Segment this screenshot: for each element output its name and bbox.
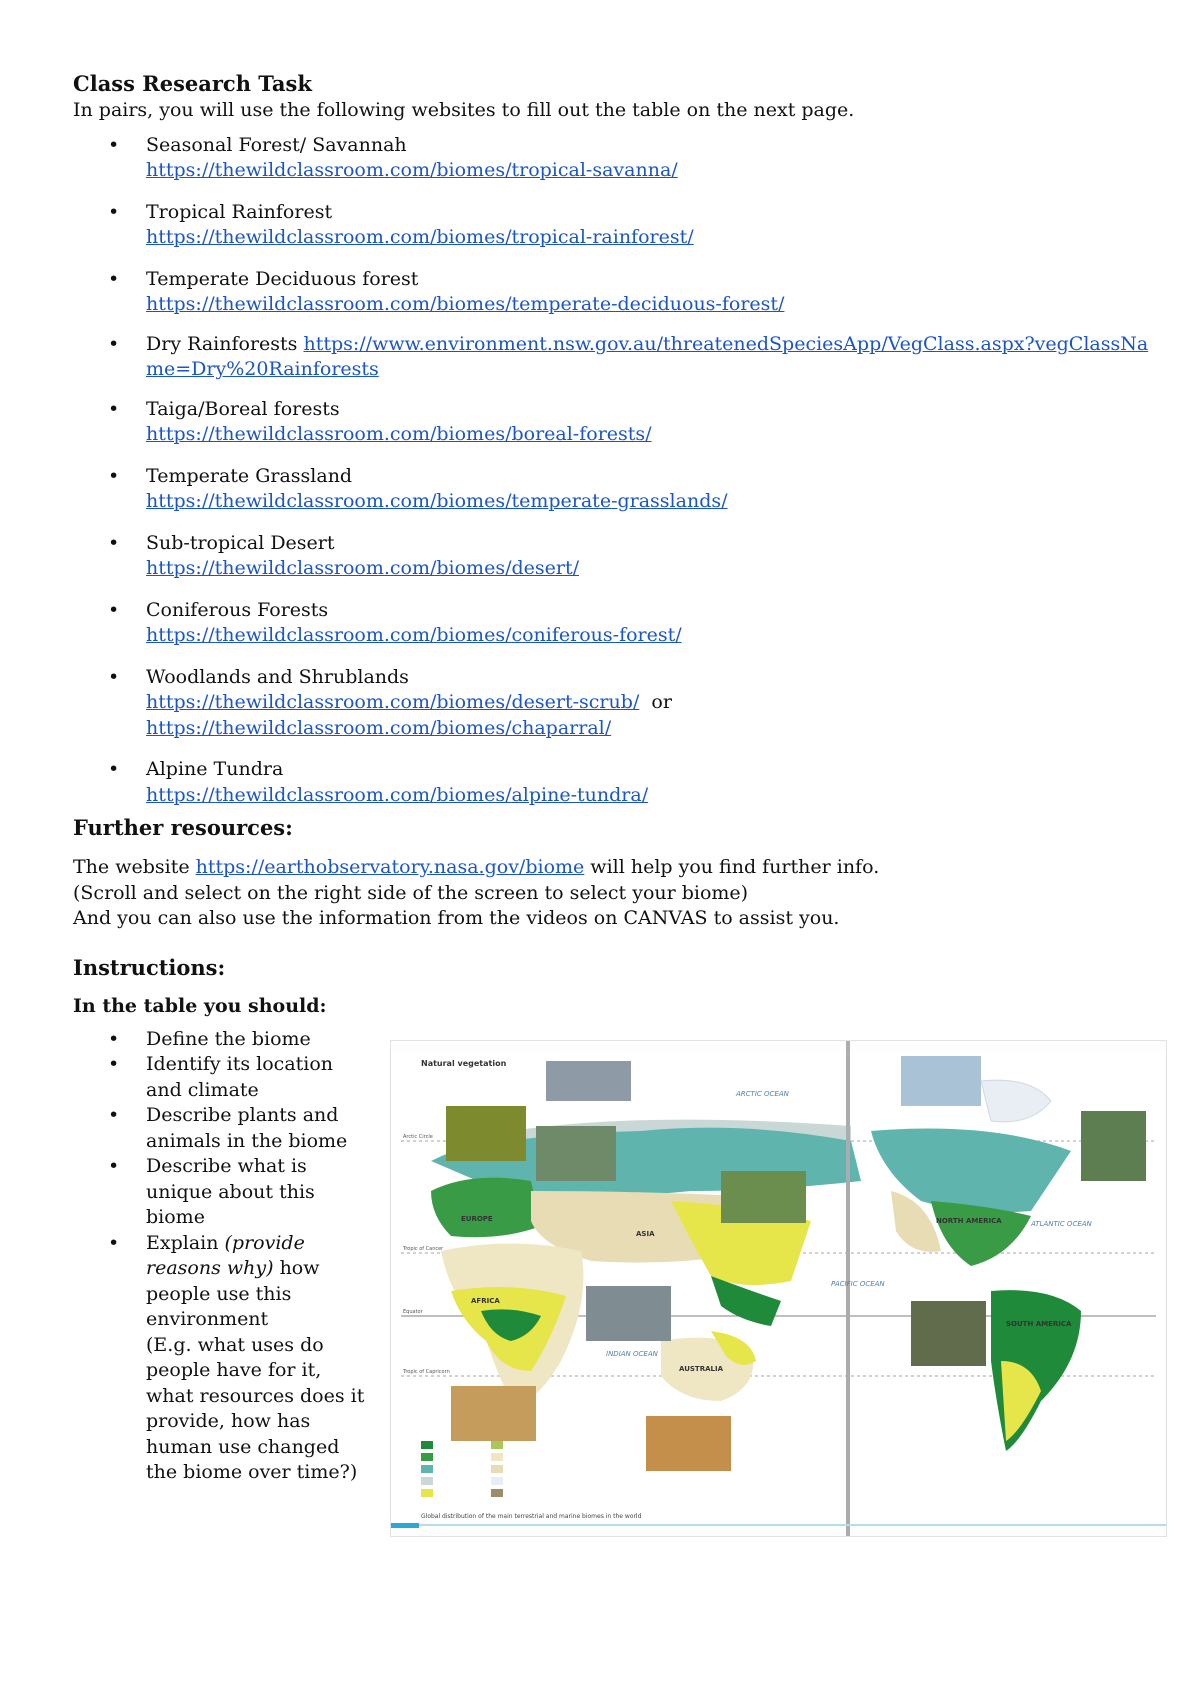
biome-link[interactable]: https://thewildclassroom.com/biomes/chaparral/ [146, 716, 612, 739]
instruction-item: • Describe what is unique about this biome [73, 1154, 373, 1231]
label-asia: ASIA [636, 1230, 655, 1238]
list-item [73, 598, 1153, 649]
explain-italic: (provide reasons why) [146, 1231, 305, 1279]
biome-name: Seasonal Forest/ Savannah [146, 133, 407, 156]
canvas-hint: And you can also use the information from the videos on CANVAS to assist you. [73, 907, 840, 929]
list-item [73, 531, 1153, 582]
further-resources-heading: Further resources: [73, 815, 293, 840]
instructions-block [73, 993, 373, 1486]
research-intro: In pairs, you will use the following websites to fill out the table on the next page. [73, 99, 855, 121]
list-item [73, 665, 1153, 742]
map-title: Natural vegetation [421, 1059, 507, 1068]
biome-name: Tropical Rainforest [146, 200, 333, 223]
further-resources-text [73, 855, 1153, 932]
instruction-item: • Define the biome [73, 1027, 373, 1053]
list-item [73, 267, 1153, 318]
biome-link[interactable]: https://thewildclassroom.com/biomes/coniferous-forest/ [146, 624, 682, 646]
label-africa: AFRICA [471, 1297, 500, 1305]
instruction-item: • Identify its location and climate [73, 1052, 373, 1103]
biome-name: Woodlands and Shrublands [146, 665, 409, 688]
instruction-item [73, 1231, 373, 1486]
research-task-heading: Class Research Task [73, 71, 312, 96]
biome-link[interactable]: https://thewildclassroom.com/biomes/alpine-tundra/ [146, 783, 649, 806]
further-text-suffix: will help you find further info. [584, 856, 880, 878]
instruction-list [73, 1027, 373, 1486]
label-indian-ocean: INDIAN OCEAN [606, 1350, 658, 1358]
label-pacific-ocean: PACIFIC OCEAN [831, 1280, 885, 1288]
biome-name: Temperate Deciduous forest [146, 267, 419, 290]
or-text: or [651, 691, 672, 713]
label-tropic-cancer: Tropic of Cancer [403, 1246, 444, 1252]
scroll-hint: (Scroll and select on the right side of the screen to select your biome) [73, 881, 749, 904]
biome-link[interactable]: https://thewildclassroom.com/biomes/tropical-savanna/ [146, 159, 678, 181]
instructions-heading: Instructions: [73, 954, 226, 980]
biome-link[interactable]: https://www.environment.nsw.gov.au/threatenedSpeciesApp/VegClass.aspx?vegClassName=Dry%20Rainforests [146, 332, 1149, 380]
biome-name: Sub-tropical Desert [146, 531, 335, 554]
biome-name: Alpine Tundra [146, 758, 284, 780]
list-item [73, 332, 1153, 383]
biome-name: Taiga/Boreal forests [146, 397, 340, 420]
further-text-prefix: The website [73, 856, 196, 878]
list-item [73, 133, 1153, 184]
label-australia: AUSTRALIA [679, 1365, 723, 1373]
biome-name: Temperate Grassland [146, 464, 353, 487]
biome-link[interactable]: https://thewildclassroom.com/biomes/tropical-rainforest/ [146, 226, 694, 248]
map-caption: Global distribution of the main terrestrial and marine biomes in the world [421, 1513, 642, 1520]
explain-text: Explain [146, 1231, 225, 1254]
explain-example: (E.g. what uses do people have for it, what resources does it provide, how has human use changed the biome over time?) [146, 1333, 365, 1483]
biome-link-list [73, 133, 1153, 809]
list-item [73, 464, 1153, 515]
list-item [73, 757, 1153, 808]
instruction-item: • Describe plants and animals in the biome [73, 1103, 373, 1154]
list-item [73, 200, 1153, 251]
biome-map-graphic [391, 1041, 1166, 1536]
label-north-america: NORTH AMERICA [936, 1217, 1002, 1225]
biome-world-map [390, 1040, 1167, 1537]
label-arctic-circle: Arctic Circle [403, 1134, 433, 1140]
explain-text-post: how people use this environment [146, 1257, 320, 1330]
nasa-biome-link[interactable]: https://earthobservatory.nasa.gov/biome [195, 856, 585, 878]
label-tropic-capricorn: Tropic of Capricorn [403, 1369, 450, 1375]
label-arctic-ocean: ARCTIC OCEAN [736, 1090, 789, 1098]
label-south-america: SOUTH AMERICA [1006, 1320, 1072, 1328]
label-equator: Equator [403, 1309, 423, 1315]
biome-name: Coniferous Forests [146, 598, 329, 621]
biome-link[interactable]: https://thewildclassroom.com/biomes/temperate-deciduous-forest/ [146, 293, 785, 315]
biome-link[interactable]: https://thewildclassroom.com/biomes/desert-scrub/ [146, 691, 640, 713]
instructions-subheading: In the table you should: [73, 994, 327, 1017]
biome-name: Dry Rainforests [146, 332, 298, 355]
biome-link[interactable]: https://thewildclassroom.com/biomes/temperate-grasslands/ [146, 490, 728, 512]
label-atlantic-ocean: ATLANTIC OCEAN [1031, 1220, 1092, 1228]
biome-link[interactable]: https://thewildclassroom.com/biomes/boreal-forests/ [146, 423, 652, 445]
biome-link[interactable]: https://thewildclassroom.com/biomes/desert/ [146, 557, 579, 579]
label-europe: EUROPE [461, 1215, 493, 1223]
list-item [73, 397, 1153, 448]
